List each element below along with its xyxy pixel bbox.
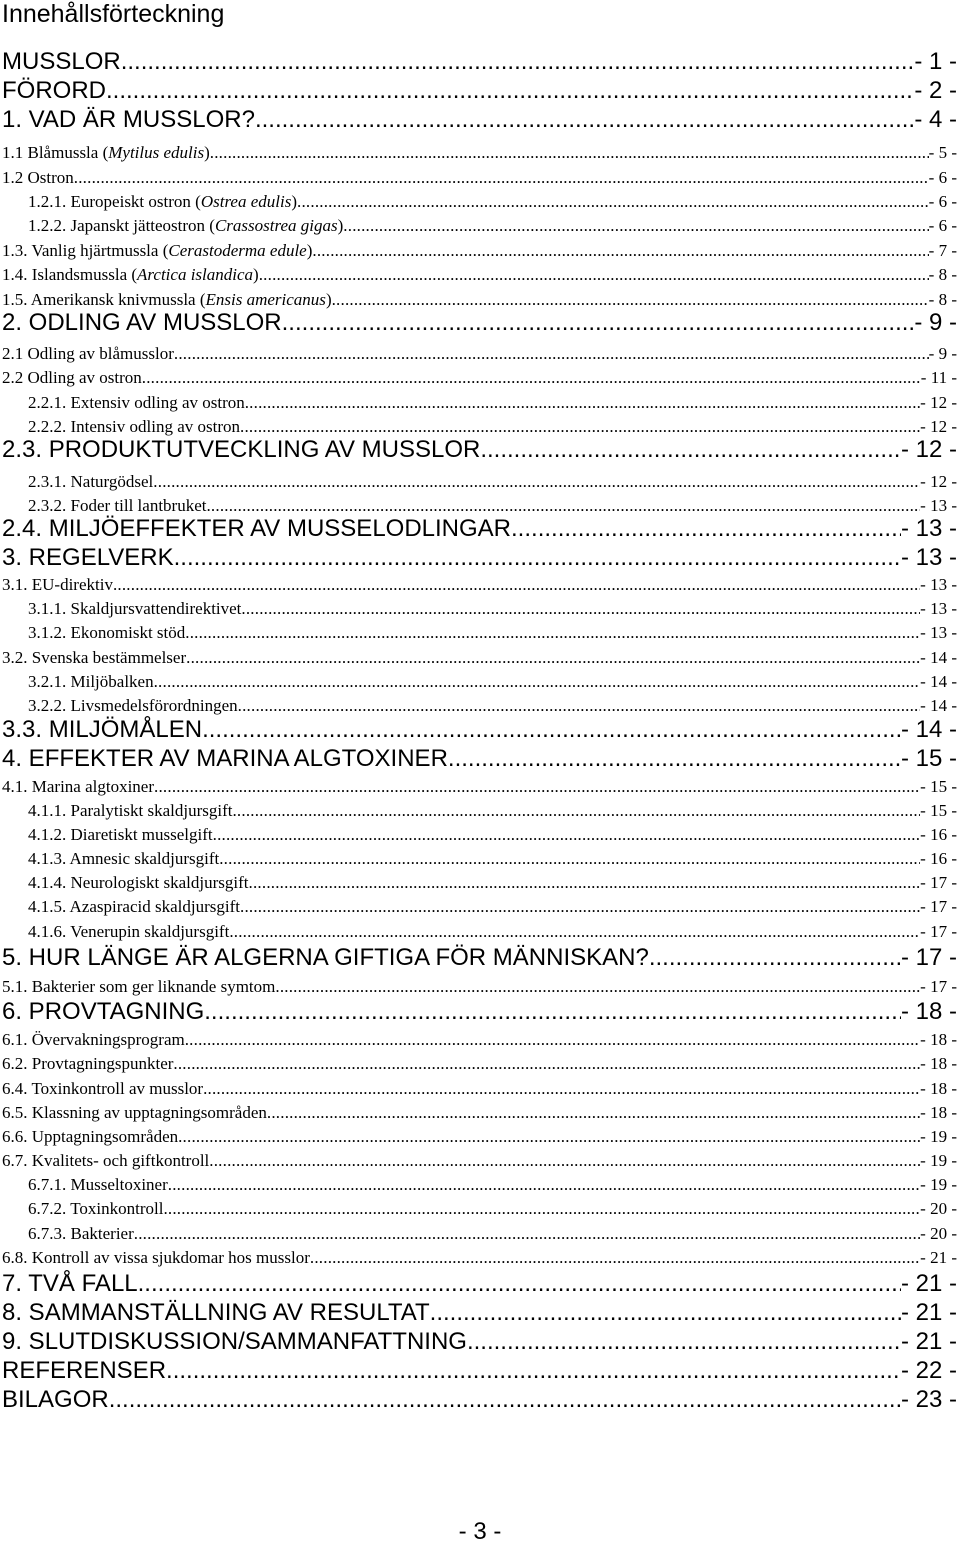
toc-entry-title: 2.2.1. Extensiv odling av ostron [28, 393, 245, 412]
toc-entry-page: - 13 - [900, 515, 957, 542]
toc-entry-title: 6. PROVTAGNING [2, 998, 205, 1025]
toc-entry[interactable] [2, 943, 957, 972]
toc-entry[interactable] [2, 975, 957, 999]
toc-entry-title: 6.7.1. Musseltoxiner [28, 1175, 168, 1194]
toc-entry[interactable] [2, 166, 957, 190]
toc-entry-title: 6.1. Övervakningsprogram [2, 1030, 185, 1049]
toc-entry-title: 2.2.2. Intensiv odling av ostron [28, 417, 241, 436]
toc-entry-page: - 19 - [920, 1151, 957, 1170]
toc-entry-title: 6.7.2. Toxinkontroll [28, 1199, 164, 1218]
toc-entry-title: 1.5. Amerikansk knivmussla (Ensis americanus) [2, 290, 332, 309]
toc-entry-title: FÖRORD [2, 77, 106, 104]
toc-entry[interactable] [2, 47, 957, 76]
toc-entry-title: 8. SAMMANSTÄLLNING AV RESULTAT [2, 1299, 430, 1326]
toc-entry[interactable] [2, 76, 957, 105]
toc-entry[interactable] [28, 1222, 957, 1246]
toc-entry-page: - 17 - [900, 944, 957, 971]
dot-leader [229, 920, 920, 944]
toc-entry-page: - 21 - [900, 1299, 957, 1326]
dot-leader [153, 470, 920, 494]
dot-leader [267, 1101, 920, 1125]
toc-entry[interactable] [28, 670, 957, 694]
toc-entry-page: - 15 - [920, 801, 957, 820]
toc-entry[interactable] [2, 1327, 957, 1356]
toc-entry-page: - 11 - [920, 368, 957, 387]
toc-entry-page: - 12 - [920, 393, 957, 412]
page-title: Innehållsförteckning [2, 0, 225, 28]
dot-leader [168, 1173, 920, 1197]
dot-leader [312, 239, 928, 263]
toc-entry[interactable] [2, 715, 957, 744]
dot-leader [213, 823, 921, 847]
toc-entry[interactable] [2, 775, 957, 799]
toc-entry-title: 4.1.2. Diaretiskt musselgift [28, 825, 213, 844]
dot-leader [275, 975, 920, 999]
toc-entry-page: - 21 - [920, 1248, 957, 1267]
toc-entry[interactable] [28, 799, 957, 823]
toc-entry-title: 2.3. PRODUKTUTVECKLING AV MUSSLOR [2, 436, 481, 463]
toc-entry-page: - 15 - [900, 745, 957, 772]
toc-entry-page: - 13 - [920, 599, 957, 618]
toc-entry-page: - 13 - [900, 544, 957, 571]
toc-entry-page: - 1 - [914, 48, 957, 75]
toc-entry-title: 1.3. Vanlig hjärtmussla (Cerastoderma edule) [2, 241, 313, 260]
toc-entry-page: - 12 - [920, 417, 957, 436]
toc-entry-title: 3.2. Svenska bestämmelser [2, 648, 187, 667]
toc-entry[interactable] [2, 141, 957, 165]
toc-entry[interactable] [2, 744, 957, 773]
toc-entry-page: - 17 - [920, 897, 957, 916]
toc-entry-title: 3.1.1. Skaldjursvattendirektivet [28, 599, 242, 618]
dot-leader [297, 190, 929, 214]
toc-entry[interactable] [2, 105, 957, 134]
toc-entry[interactable] [28, 1173, 957, 1197]
toc-entry-page: - 6 - [928, 168, 957, 187]
toc-entry-title: 2.3.2. Foder till lantbruket [28, 496, 207, 515]
toc-entry[interactable] [2, 514, 957, 543]
toc-entry-title: 3. REGELVERK [2, 544, 174, 571]
toc-entry-page: - 12 - [920, 472, 957, 491]
toc-entry[interactable] [2, 263, 957, 287]
toc-entry-page: - 6 - [928, 216, 957, 235]
dot-leader [310, 1246, 920, 1270]
toc-entry-title: 6.4. Toxinkontroll av musslor [2, 1079, 204, 1098]
toc-entry[interactable] [28, 847, 957, 871]
toc-entry-page: - 18 - [920, 1103, 957, 1122]
toc-entry[interactable] [28, 621, 957, 645]
toc-entry-title: 3.3. MILJÖMÅLEN [2, 716, 203, 743]
dot-leader [74, 166, 929, 190]
toc-entry-title: 1.2 Ostron [2, 168, 74, 187]
toc-entry-page: - 8 - [928, 290, 957, 309]
toc-entry-page: - 20 - [920, 1224, 957, 1243]
dot-leader [202, 715, 901, 744]
toc-entry-title: 1. VAD ÄR MUSSLOR? [2, 106, 255, 133]
toc-entry[interactable] [2, 1149, 957, 1173]
toc-entry-title: 1.1 Blåmussla (Mytilus edulis) [2, 143, 210, 162]
toc-entry-title: 6.7.3. Bakterier [28, 1224, 134, 1243]
dot-leader [154, 775, 920, 799]
toc-entry[interactable] [2, 997, 957, 1026]
toc-entry-page: - 9 - [914, 309, 957, 336]
toc-entry-title: 4.1. Marina algtoxiner [2, 777, 155, 796]
dot-leader [173, 1052, 920, 1076]
toc-entry-title: 6.6. Upptagningsområden [2, 1127, 179, 1146]
toc-entry[interactable] [28, 920, 957, 944]
toc-entry-page: - 20 - [920, 1199, 957, 1218]
dot-leader [178, 1125, 920, 1149]
toc-entry-page: - 21 - [900, 1328, 957, 1355]
toc-entry-page: - 23 - [900, 1386, 957, 1413]
toc-entry-page: - 5 - [928, 143, 957, 162]
dot-leader [649, 943, 901, 972]
toc-entry-page: - 9 - [928, 344, 957, 363]
toc-entry-title: 6.7. Kvalitets- och giftkontroll [2, 1151, 210, 1170]
toc-entry[interactable] [2, 1028, 957, 1052]
toc-entry-title: 1.2.2. Japanskt jätteostron (Crassostrea gigas) [28, 216, 344, 235]
toc-entry-title: 2.1 Odling av blåmusslor [2, 344, 174, 363]
dot-leader [282, 308, 915, 337]
toc-entry-page: - 17 - [920, 977, 957, 996]
dot-leader [174, 342, 929, 366]
toc-entry-title: 3.2.2. Livsmedelsförordningen [28, 696, 238, 715]
dot-leader [174, 543, 901, 572]
toc-entry[interactable] [28, 1197, 957, 1221]
toc-entry[interactable] [28, 214, 957, 238]
toc-entry-page: - 18 - [920, 1030, 957, 1049]
dot-leader [113, 573, 920, 597]
dot-leader [232, 799, 920, 823]
toc-entry-page: - 16 - [920, 825, 957, 844]
toc-entry[interactable] [2, 342, 957, 366]
dot-leader [219, 847, 920, 871]
dot-leader [511, 514, 901, 543]
dot-leader [480, 435, 901, 464]
dot-leader [245, 391, 920, 415]
dot-leader [249, 871, 921, 895]
toc-entry-page: - 12 - [900, 436, 957, 463]
toc-entry[interactable] [2, 543, 957, 572]
toc-entry[interactable] [2, 239, 957, 263]
toc-entry-page: - 18 - [920, 1079, 957, 1098]
toc-entry-title: 9. SLUTDISKUSSION/SAMMANFATTNING [2, 1328, 467, 1355]
toc-entry[interactable] [28, 391, 957, 415]
dot-leader [209, 1149, 920, 1173]
toc-entry[interactable] [2, 1101, 957, 1125]
dot-leader [204, 997, 901, 1026]
dot-leader [142, 366, 921, 390]
toc-entry[interactable] [2, 1077, 957, 1101]
dot-leader [448, 744, 901, 773]
toc-entry-page: - 13 - [920, 496, 957, 515]
toc-entry-title: 5. HUR LÄNGE ÄR ALGERNA GIFTIGA FÖR MÄNNISKAN? [2, 944, 649, 971]
dot-leader [255, 105, 914, 134]
toc-entry-page: - 6 - [928, 192, 957, 211]
dot-leader [241, 597, 920, 621]
toc-entry-title: 2. ODLING AV MUSSLOR [2, 309, 282, 336]
toc-entry-title: 4.1.1. Paralytiskt skaldjursgift [28, 801, 233, 820]
toc-entry-page: - 15 - [920, 777, 957, 796]
toc-entry-title: 2.2 Odling av ostron [2, 368, 142, 387]
toc-entry-title: 4.1.4. Neurologiskt skaldjursgift [28, 873, 249, 892]
toc-entry-title: MUSSLOR [2, 48, 121, 75]
toc-entry[interactable] [28, 895, 957, 919]
toc-entry[interactable] [2, 1125, 957, 1149]
toc-entry-page: - 22 - [900, 1357, 957, 1384]
toc-entry-page: - 14 - [900, 716, 957, 743]
toc-entry-page: - 14 - [920, 648, 957, 667]
dot-leader [185, 1028, 920, 1052]
dot-leader [186, 646, 920, 670]
toc-entry-page: - 21 - [900, 1270, 957, 1297]
toc-entry[interactable] [2, 1385, 957, 1414]
dot-leader [467, 1327, 901, 1356]
toc-entry-title: 3.2.1. Miljöbalken [28, 672, 154, 691]
toc-entry-page: - 17 - [920, 873, 957, 892]
toc-entry[interactable] [2, 1356, 957, 1385]
toc-entry-page: - 19 - [920, 1175, 957, 1194]
toc-entry-page: - 18 - [920, 1054, 957, 1073]
toc-entry[interactable] [2, 646, 957, 670]
dot-leader [185, 621, 920, 645]
toc-entry-title: 4.1.6. Venerupin skaldjursgift [28, 922, 230, 941]
toc-entry[interactable] [28, 470, 957, 494]
toc-entry-page: - 13 - [920, 575, 957, 594]
toc-entry-title: 2.3.1. Naturgödsel [28, 472, 154, 491]
toc-entry-title: 6.5. Klassning av upptagningsområden [2, 1103, 267, 1122]
toc-entry-page: - 13 - [920, 623, 957, 642]
toc-entry[interactable] [28, 190, 957, 214]
toc-entry-page: - 4 - [914, 106, 957, 133]
dot-leader [134, 1222, 920, 1246]
toc-entry-title: 1.4. Islandsmussla (Arctica islandica) [2, 265, 259, 284]
toc-entry-page: - 16 - [920, 849, 957, 868]
toc-entry-page: - 18 - [900, 998, 957, 1025]
toc-entry-title: 4.1.3. Amnesic skaldjursgift [28, 849, 220, 868]
toc-entry-title: 2.4. MILJÖEFFEKTER AV MUSSELODLINGAR [2, 515, 512, 542]
toc-entry-page: - 14 - [920, 696, 957, 715]
toc-entry-title: REFERENSER [2, 1357, 167, 1384]
toc-entry[interactable] [2, 1246, 957, 1270]
dot-leader [203, 1077, 920, 1101]
toc-entry-title: 3.1.2. Ekonomiskt stöd [28, 623, 186, 642]
toc-entry-page: - 7 - [928, 241, 957, 260]
toc-entry[interactable] [2, 435, 957, 464]
toc-entry-title: 6.2. Provtagningspunkter [2, 1054, 174, 1073]
toc-entry-title: 1.2.1. Europeiskt ostron (Ostrea edulis) [28, 192, 298, 211]
toc-entry-page: - 19 - [920, 1127, 957, 1146]
dot-leader [106, 76, 914, 105]
page-number: - 3 - [458, 1518, 502, 1545]
toc-entry[interactable] [2, 308, 957, 337]
toc-entry-page: - 14 - [920, 672, 957, 691]
dot-leader [154, 670, 921, 694]
dot-leader [430, 1298, 901, 1327]
toc-entry-title: 6.8. Kontroll av vissa sjukdomar hos musslor [2, 1248, 310, 1267]
dot-leader [240, 895, 920, 919]
dot-leader [121, 47, 915, 76]
toc-entry-title: 5.1. Bakterier som ger liknande symtom [2, 977, 276, 996]
toc-entry[interactable] [2, 573, 957, 597]
toc-entry-title: 4. EFFEKTER AV MARINA ALGTOXINER [2, 745, 448, 772]
toc-entry-page: - 8 - [928, 265, 957, 284]
dot-leader [163, 1197, 920, 1221]
toc-entry[interactable] [2, 1298, 957, 1327]
toc-entry-title: 3.1. EU-direktiv [2, 575, 113, 594]
toc-entry-page: - 2 - [914, 77, 957, 104]
dot-leader [166, 1356, 901, 1385]
dot-leader [138, 1269, 901, 1298]
toc-entry[interactable] [2, 1052, 957, 1076]
dot-leader [259, 263, 929, 287]
toc-entry[interactable] [28, 871, 957, 895]
toc-entry-page: - 17 - [920, 922, 957, 941]
dot-leader [343, 214, 928, 238]
toc-entry[interactable] [28, 597, 957, 621]
toc-entry-title: 7. TVÅ FALL [2, 1270, 138, 1297]
toc-entry[interactable] [2, 1269, 957, 1298]
toc-entry[interactable] [28, 823, 957, 847]
dot-leader [109, 1385, 901, 1414]
toc-entry[interactable] [2, 366, 957, 390]
dot-leader [210, 141, 929, 165]
toc-entry-title: 4.1.5. Azaspiracid skaldjursgift [28, 897, 240, 916]
toc-entry-title: BILAGOR [2, 1386, 109, 1413]
